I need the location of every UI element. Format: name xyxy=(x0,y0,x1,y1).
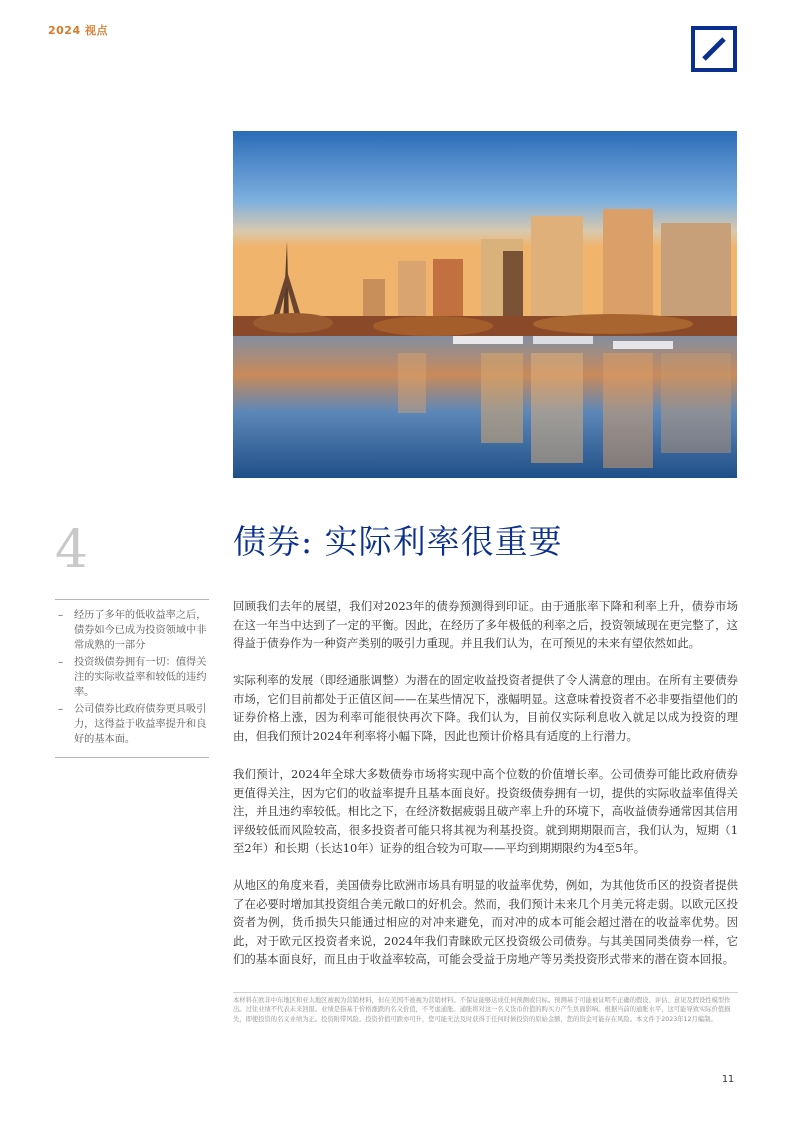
body-paragraph: 我们预计，2024年全球大多数债券市场将实现中高个位数的价值增长率。公司债券可能比政府债券更值得关注，因为它们的收益率提升且基本面良好。投资级债券拥有一切，提供的实际收益率值得关注，并且违约率较低。相比之下，在经济数据疲弱且破产率上升的环境下，高收益债券通常因其信用评级较低而风险较高，很多投资者可能只将其视为利基投资。就到期期限而言，我们认为，短期（1至2年）和长期（长达10年）证券的组合较为可取——平均到期期限约为4至5年。 xyxy=(233,767,738,856)
list-item-text: 公司债券比政府债券更具吸引力，这得益于收益率提升和良好的基本面。 xyxy=(74,704,207,745)
page-number: 11 xyxy=(722,1074,735,1085)
sidebar-summary-list xyxy=(58,608,210,747)
chapter-title: 债券: 实际利率很重要 xyxy=(233,522,563,561)
bullet-dash: – xyxy=(58,704,64,715)
body-paragraph: 实际利率的发展（即经通胀调整）为潜在的固定收益投资者提供了令人满意的理由。在所有主要债券市场，它们目前都处于正值区间——在某些情况下，涨幅明显。这意味着投资者不必非要指望他们的证券价格上涨，因为利率可能很快再次下降。我们认为，目前仅实际利息收入就足以成为投资的理由，但我们预计2024年利率将小幅下降，因此也预计价格具有适度的上行潜力。 xyxy=(233,673,738,743)
body-paragraph: 从地区的角度来看，美国债券比欧洲市场具有明显的收益率优势，例如，为其他货币区的投资者提供了在必要时增加其投资组合美元敞口的好机会。然而，我们预计未来几个月美元将走弱。以欧元区投资者为例，货币损失只能通过相应的对冲来避免，而对冲的成本可能会超过潜在的收益率优势。因此，对于欧元区投资者来说，2024年我们青睐欧元区投资级公司债券。与其美国同类债券一样，它们的基本面良好，而且由于收益率较高，可能会受益于房地产等另类投资形式带来的潜在资本回报。 xyxy=(233,878,738,967)
footer-divider xyxy=(233,992,738,993)
list-item-text: 投资级债券拥有一切：值得关注的实际收益率和较低的违约率。 xyxy=(74,657,207,698)
list-item xyxy=(58,655,210,700)
sidebar-bottom-divider xyxy=(55,757,209,758)
deutsche-bank-logo-icon xyxy=(691,26,737,72)
body-paragraph: 回顾我们去年的展望，我们对2023年的债券预测得到印证。由于通胀率下降和利率上升，债券市场在这一年当中达到了一定的平衡。因此，在经历了多年极低的利率之后，投资领域现在更完整了，这得益于债券作为一种资产类别的吸引力重现。并且我们认为，在可预见的未来有望依然如此。 xyxy=(233,599,738,651)
sidebar-top-divider xyxy=(55,599,209,600)
header-tag: 2024 视点 xyxy=(48,24,108,37)
list-item xyxy=(58,702,210,747)
list-item-text: 经历了多年的低收益率之后，债券如今已成为投资领域中非常成熟的一部分 xyxy=(74,610,207,651)
disclaimer-text: 本材料在欧非中东地区和亚太地区被视为营销材料，但在美国不被视为营销材料。不保证能够达成任何预测或目标。预测基于可能被证明不正确的假设、评估、意见及假设性模型作出。过往业绩不代表未来回报。业绩是指基于价格涨跌的名义价值，不考虑通胀。通胀将对这一名义货币价值的购买力产生负面影响。根据当前的通胀水平，这可能导致实际价值损失，即使投资的名义业绩为正。投资附带风险。投资价值可跌亦可升，您可能无法及时获得于任何时候投资的原始金额，您的资金可能存在风险。本文件于2023年12月编制。 xyxy=(233,997,731,1023)
list-item xyxy=(58,608,210,653)
bullet-dash: – xyxy=(58,610,64,621)
bullet-dash: – xyxy=(58,657,64,668)
hero-image xyxy=(233,131,737,478)
paris-skyline-photo-icon xyxy=(233,131,737,478)
chapter-number: 4 xyxy=(55,520,89,580)
